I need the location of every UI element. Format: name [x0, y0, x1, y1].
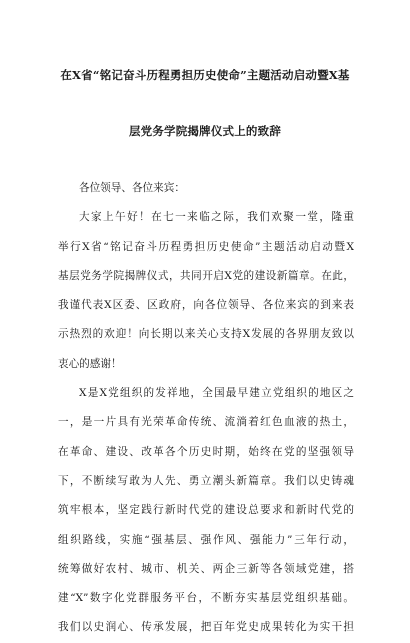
- body-line: 建“X”数字化党群服务平台，不断夯实基层党组织基础。: [58, 592, 354, 605]
- body-line: 大家上午好！在七一来临之际，我们欢聚一堂，隆重: [79, 211, 354, 224]
- body-line: 举行X省“铭记奋斗历程勇担历史使命”主题活动启动暨X: [58, 240, 354, 253]
- body-line: 一，是一片具有光荣革命传统、流淌着红色血液的热土，: [58, 416, 354, 429]
- body-line: 筑牢根本，坚定践行新时代党的建设总要求和新时代党的: [58, 504, 354, 517]
- document-title-line-2: 层党务学院揭牌仪式上的致辞: [128, 124, 282, 138]
- body-line: 基层党务学院揭牌仪式，共同开启X党的建设新篇章。在此，: [58, 269, 354, 282]
- body-line: X是X党组织的发祥地，全国最早建立党组织的地区之: [79, 387, 354, 400]
- body-line: 示热烈的欢迎！向长期以来关心支持X发展的各界朋友致以: [58, 328, 354, 341]
- body-line: 下，不断续写敢为人先、勇立潮头新篇章。我们以史铸魂: [58, 474, 354, 487]
- salutation: 各位领导、各位来宾：: [79, 182, 185, 194]
- document-title-line-1: 在X省“铭记奋斗历程勇担历史使命”主题活动启动暨X基: [60, 68, 350, 82]
- body-line: 在革命、建设、改革各个历史时期，始终在党的坚强领导: [58, 445, 354, 458]
- body-line: 我谨代表X区委、区政府，向各位领导、各位来宾的到来表: [58, 299, 354, 312]
- body-line: 我们以史润心、传承发展，把百年党史成果转化为实干担: [58, 621, 354, 634]
- body-line: 统筹做好农村、城市、机关、两企三新等各领域党建，搭: [58, 562, 354, 575]
- document-body: [58, 174, 354, 643]
- body-line: 衷心的感谢！: [58, 357, 122, 370]
- body-line: 组织路线，实施“强基层、强作风、强能力”三年行动，: [58, 533, 354, 546]
